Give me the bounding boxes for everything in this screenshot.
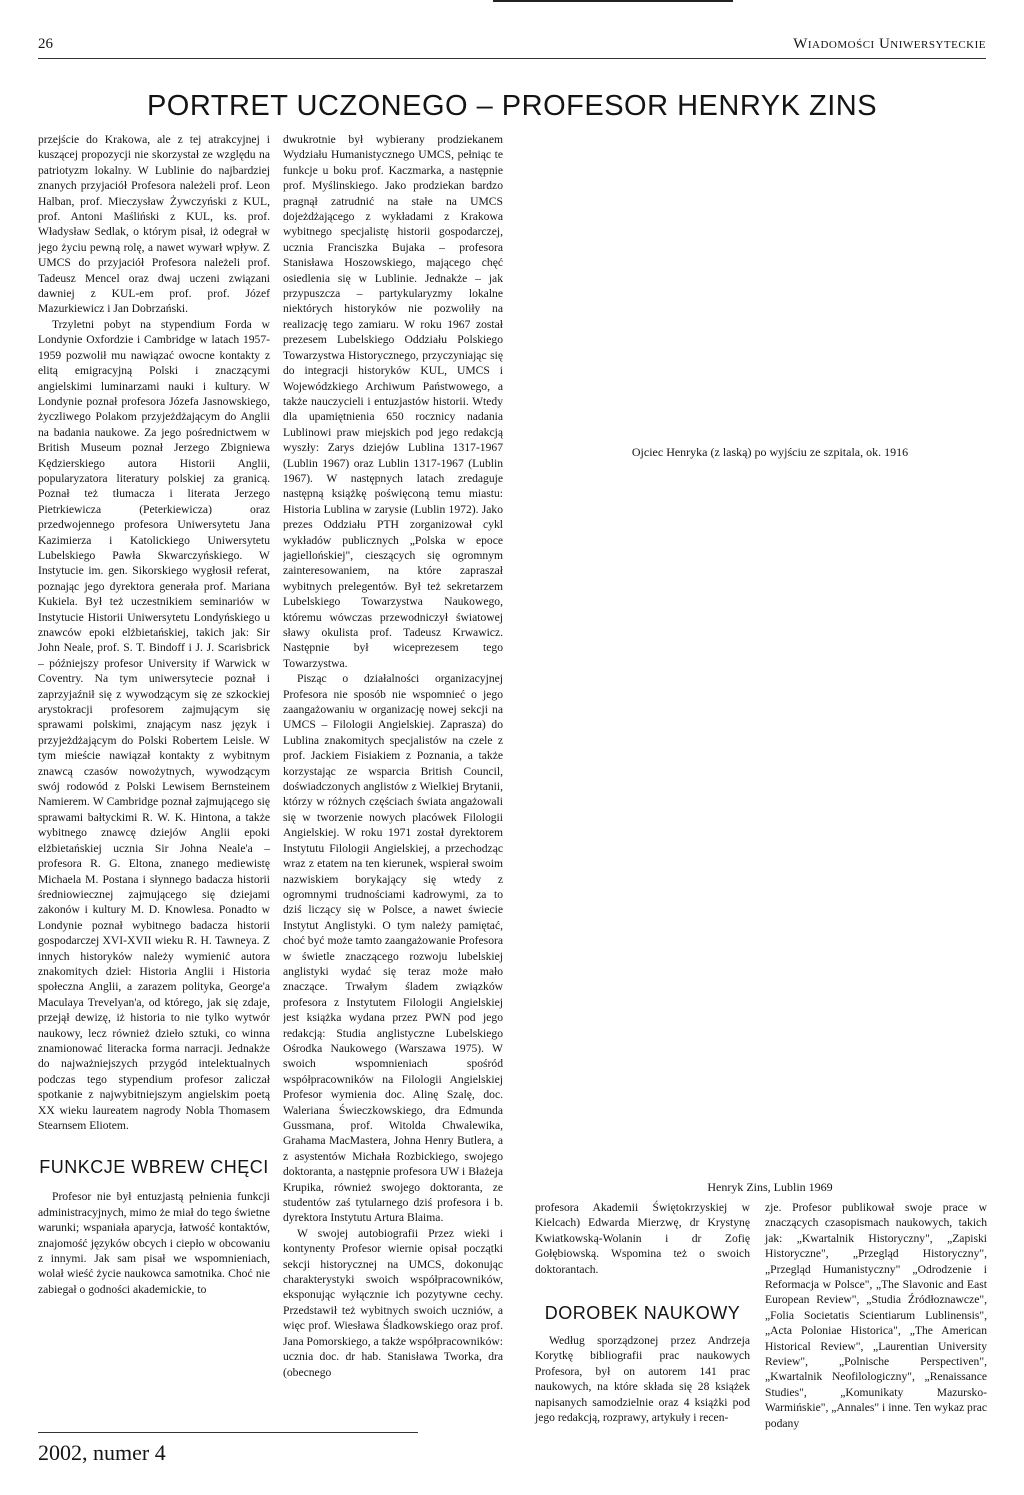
paragraph: profesora Akademii Świętokrzyskiej w Kielcach) Edwarda Mierzwę, dr Krystynę Kwiatkowską-Wolanin i dr Zofię Gołębiowską. Wspomina też o swoich doktorantach. bbox=[535, 1201, 750, 1276]
footer-rule bbox=[38, 1432, 418, 1433]
header-rule bbox=[38, 58, 986, 59]
paragraph: Pisząc o działalności organizacyjnej Profesora nie sposób nie wspomnieć o jego zaangażowaniu w organizację nowej sekcji na UMCS – Filologii Angielskiej. Zaprasza) do Lublina znakomitych specjalistów na czele z prof. Jackiem Fisiakiem z Poznania, a także korzystając ze wsparcia British Council, doświadczonych anglistów z Wielkiej Brytanii, którzy w różnych częściach świata angażowali się w tworzenie nowych placówek Filologii Angielskiej. W roku 1971 został dyrektorem Instytutu Filologii Angielskiej, a przechodząc wraz z etatem na ten kierunek, wspierał swoim nazwiskiem borykający się wtedy z ogromnymi trudnościami kadrowymi, za to dziś liczący się w Polsce, a nawet świecie Instytut Anglistyki. O tym należy pamiętać, choć być może tamto zaangażowanie Profesora w świetle znaczącego rozwoju lubelskiej anglistyki wydać się teraz może mało znaczące. Trwałym śladem związków profesora z Instytutem Filologii Angielskiej jest książka wydana przez PWN pod jego redakcją: Studia anglistyczne Lubelskiego Ośrodka Naukowego (Warszawa 1975). W swoich wspomnieniach spośród współpracowników na Filologii Angielskiej Profesor wymienia doc. Alinę Szalę, doc. Waleriana Świeczkowskiego, dra Edmunda Gussmana, prof. Witolda Chwalewika, Grahama MacMastera, Johna Henry Butlera, a z asystentów Michała Rozbickiego, swojego doktoranta, a następnie profesora UW i Błażeja Krupika, również swojego doktoranta, ze studentów zaś tytularnego dziś profesora i b. dyrektora Instytutu Artura Blaima. bbox=[283, 672, 503, 1225]
paragraph: Profesor nie był entuzjastą pełnienia funkcji administracyjnych, mimo że miał do tego świetne warunki; wspaniała aparycja, łatwość kontaktów, znajomość języków obcych i ciepło w obcowaniu z innymi. Jak sam pisał we wspomnieniach, wolał wieść życie naukowca samotnika. Choć nie zabiegał o godności akademickie, to bbox=[38, 1190, 270, 1296]
text-column-4 bbox=[765, 1200, 987, 1431]
paragraph: przejście do Krakowa, ale z tej atrakcyjnej i kuszącej propozycji nie skorzystał ze względu na patriotyzm lokalny. W Lublinie do najbardziej znanych przyjaciół Profesora należeli prof. Leon Halban, prof. Mieczysław Żywczyński z KUL, prof. Antoni Maśliński z KUL, ks. prof. Władysław Sedlak, o którym pisał, iż odegrał w jego życiu pewną rolę, a nawet wywarł wpływ. Z UMCS do przyjaciół Profesora należeli prof. Tadeusz Mencel oraz dwaj uczeni związani dawniej z KUL-em prof. prof. Józef Mazurkiewicz i Jan Dobrzański. bbox=[38, 133, 270, 316]
paragraph: Według sporządzonej przez Andrzeja Korytkę bibliografii prac naukowych Profesora, był on autorem 141 prac naukowych, na które składa się 28 książek napisanych samodzielnie oraz 4 książki pod jego redakcją, rozprawy, artykuły i recen- bbox=[535, 1334, 750, 1425]
paragraph: Trzyletni pobyt na stypendium Forda w Londynie Oxfordzie i Cambridge w latach 1957-1959 pozwolił mu nawiązać owocne kontakty z elitą emigracyjną Polski i znaczącymi angielskimi luminarzami nauki i kultury. W Londynie poznał profesora Józefa Jasnowskiego, życzliwego Polakom przyjeżdżającym do Anglii na badania naukowe. Za jego pośrednictwem w British Museum poznał Jerzego Zbigniewa Kędzierskiego autora Historii Anglii, popularyzatora literatury polskiej za granicą. Poznał też tłumacza i literata Jerzego Pietrkiewicza (Peterkiewicza) oraz przedwojennego profesora Uniwersytetu Jana Kazimierza i Katolickiego Uniwersytetu Lubelskiego Pawła Skwarczyńskiego. W Instytucie im. gen. Sikorskiego wygłosił referat, poznając jego dyrektora generała prof. Mariana Kukiela. Był też uczestnikiem seminariów w Instytucie Historii Uniwersytetu Londyńskiego u znawców epoki elżbietańskiej, takich jak: Sir John Neale, prof. S. T. Bindoff i J. J. Scarisbrick – późniejszy profesor University if Warwick w Coventry. Na tym uniwersytecie poznał i zaprzyjaźnił się z wywodzącym się ze szkockiej arystokracji profesorem zajmującym się sprawami polskimi, znającym nasz język i przyjeżdżającym do Polski Robertem Leisle. W tym mieście nawiązał kontakty z wybitnym znawcą czasów nowożytnych, wywodzącym swój rodowód z Polski Lewisem Bernsteinem Namierem. W Cambridge poznał zajmującego się sprawami bałtyckimi R. W. K. Hintona, a także wybitnego znawcę dziejów Anglii epoki elżbietańskiej ucznia Sir Johna Neale'a – profesora R. G. Eltona, znanego mediewistę Michaela M. Postana i słynnego badacza historii średniowiecznej zajmującego się dziejami zakonów i kultury M. D. Knowlesa. Ponadto w Londynie poznał wybitnego badacza historii gospodarczej XVI-XVII wieku R. H. Tawneya. Z innych historyków należy wymienić autora znakomitych dzieł: Historia Anglii i Historia społeczna Anglii, a zarazem polityka, George'a Maculaya Trevelyan'a, od którego, jak się zdaje, przejął dewizę, iż historia to nie tylko wytwór naukowy, lecz również dzieło sztuki, co winna znamionować literacka forma narracji. Jednakże do najważniejszych przygód intelektualnych podczas tego stypendium profesor zaliczał spotkanie z najwybitniejszym angielskim poetą XX wieku laureatem nagrody Nobla Thomasem Stearnsem Eliotem. bbox=[38, 317, 270, 1132]
text-column-1 bbox=[38, 132, 270, 1412]
text-column-3 bbox=[535, 1200, 750, 1425]
paragraph: zje. Profesor publikował swoje prace w znaczących czasopismach naukowych, takich jak: „Kwartalnik Historyczny", „Zapiski Historyczne", „Przegląd Historyczny", „Przegląd Humanistyczny" „Odrodzenie i Reformacja w Polsce", „The Slavonic and East European Review", „Studia Źródłoznawcze", „Folia Societatis Scientiarum Lublinensis", „Acta Poloniae Historica", „The American Historical Review", „Laurentian University Review", „Polnische Perspectiven", „Kwartalnik Neofilologiczny", „Renaissance Studies", „Komunikaty Mazursko-Warmińskie", „Annales" i inne. Ten wykaz prac podany bbox=[765, 1201, 987, 1430]
section-heading: FUNKCJE WBREW CHĘCI bbox=[39, 1157, 269, 1178]
article-title: PORTRET UCZONEGO – PROFESOR HENRYK ZINS bbox=[146, 90, 878, 122]
running-title: Wiadomości Uniwersyteckie bbox=[793, 36, 986, 52]
section-heading: DOROBEK NAUKOWY bbox=[544, 1303, 741, 1324]
photo-caption-father: Ojciec Henryka (z laską) po wyjściu ze szpitala, ok. 1916 bbox=[631, 445, 909, 459]
top-edge-rule bbox=[493, 0, 733, 2]
issue-footer: 2002, numer 4 bbox=[38, 1440, 166, 1465]
page-number: 26 bbox=[38, 36, 53, 52]
photo-caption-zins: Henryk Zins, Lublin 1969 bbox=[707, 1180, 833, 1194]
paragraph: W swojej autobiografii Przez wieki i kontynenty Profesor wiernie opisał początki sekcji historycznej na UMCS, dokonując charakterystyki swoich współpracowników, eksponując wyłącznie ich pozytywne cechy. Przedstawił też wybitnych swoich uczniów, a więc prof. Wiesława Śladkowskiego oraz prof. Jana Pomorskiego, a także współpracowników: ucznia doc. dr hab. Stanisława Tworka, dra (obecnego bbox=[283, 1226, 503, 1379]
page-header bbox=[0, 26, 1024, 56]
paragraph: dwukrotnie był wybierany prodziekanem Wydziału Humanistycznego UMCS, pełniąc te funkcje u boku prof. Kaczmarka, a następnie prof. Myślinskiego. Jako prodziekan bardzo pragnął zatrudnić na stałe na UMCS dojeżdżającego z wykładami z Krakowa wybitnego specjalistę historii gospodarczej, ucznia Franciszka Bujaka – profesora Stanisława Hoszowskiego, mającego chęć osiedlenia się w Lublinie. Jednakże – jak przypuszcza – partykularyzmy lokalne niektórych historyków nie pozwoliły na realizację tego zamiaru. W roku 1967 został prezesem Lubelskiego Oddziału Polskiego Towarzystwa Historycznego, przyczyniając się do integracji historyków KUL, UMCS i Wojewódzkiego Archiwum Państwowego, a także nauczycieli i entuzjastów historii. Wtedy dla upamiętnienia 650 rocznicy nadania Lublinowi praw miejskich pod jego redakcją wyszły: Zarys dziejów Lublina 1317-1967 (Lublin 1967) oraz Lublin 1317-1967 (Lublin 1967). W następnych latach zredaguje następną książkę poświęconą temu miastu: Historia Lublina w zarysie (Lublin 1972). Jako prezes Oddziału PTH zorganizował cykl wykładów publicznych „Polska w epoce jagiellońskiej", cieszących się ogromnym zainteresowaniem, na które zapraszał wybitnych prelegentów. Był też sekretarzem Lubelskiego Towarzystwa Naukowego, któremu wówczas przewodniczył światowej sławy okulista prof. Tadeusz Krwawicz. Następnie był wiceprezesem tego Towarzystwa. bbox=[283, 133, 503, 670]
text-column-2 bbox=[283, 132, 503, 1412]
